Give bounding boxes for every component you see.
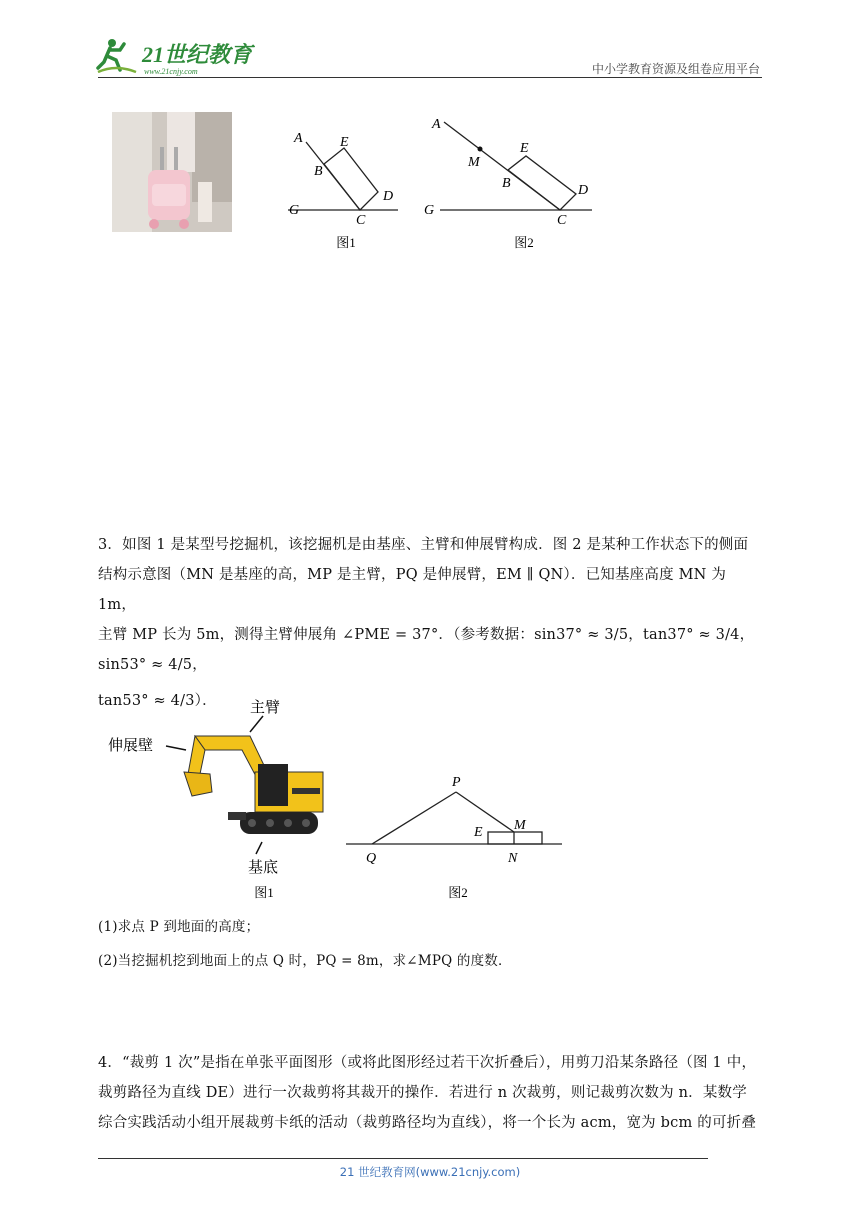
figure-2-geometry [420, 110, 600, 255]
q3-sub-2: (2)当挖掘机挖到地面上的点 Q 时，PQ = 8m，求∠MPQ 的度数． [98, 953, 512, 969]
question-3-subparts [98, 912, 764, 976]
label-C: C [557, 213, 567, 228]
label-N: N [508, 851, 518, 866]
fig2-caption: 图2 [514, 235, 534, 250]
q3-line-3: 主臂 MP 长为 5m，测得主臂伸展角 ∠PME = 37°．（参考数据：sin37° ≈ 3/5，tan37° ≈ 3/4，sin53° ≈ 4/5， [98, 627, 755, 673]
label-D: D [578, 183, 589, 198]
q4-line-1: 4．“裁剪 1 次”是指在单张平面图形（或将此图形经过若干次折叠后），用剪刀沿某条路径（图 1 中， [98, 1055, 757, 1071]
photo-rolling-backpack [112, 112, 232, 232]
label-extension-arm: 伸展壁 [108, 738, 154, 754]
footer-divider [98, 1158, 708, 1159]
label-D: D [383, 189, 394, 204]
header-divider [98, 77, 762, 78]
label-G: G [289, 203, 300, 218]
label-main-arm: 主臂 [250, 700, 281, 716]
q3-line-1: 3．如图 1 是某型号挖掘机，该挖掘机是由基座、主臂和伸展臂构成．图 2 是某种工作状态下的侧面 [98, 537, 749, 553]
figure-excavator-structure [340, 766, 570, 902]
question-4-text [98, 1048, 764, 1138]
label-E: E [340, 135, 349, 150]
runner-logo-icon [98, 39, 136, 72]
label-A: A [432, 117, 441, 132]
q3-sub-1: (1)求点 P 到地面的高度； [98, 919, 260, 935]
label-E: E [520, 141, 529, 156]
excavator-fig2-caption: 图2 [448, 885, 468, 900]
label-Q: Q [366, 851, 377, 866]
label-B: B [502, 176, 511, 191]
question-3-text [98, 530, 764, 716]
logo-url: www.21cnjy.com [144, 67, 198, 76]
label-C: C [356, 213, 366, 228]
q3-line-2: 结构示意图（MN 是基座的高，MP 是主臂，PQ 是伸展臂，EM ∥ QN）．已知基座高度 MN 为1m， [98, 567, 727, 613]
label-M: M [468, 155, 480, 170]
figure-excavator [100, 692, 340, 902]
q4-line-3: 综合实践活动小组开展裁剪卡纸的活动（裁剪路径均为直线），将一个长为 acm，宽为 bcm 的可折叠 [98, 1115, 757, 1131]
label-B: B [314, 164, 323, 179]
label-G: G [424, 203, 435, 218]
label-A: A [294, 131, 303, 146]
q4-line-2: 裁剪路径为直线 DE）进行一次裁剪将其裁开的操作．若进行 n 次裁剪，则记裁剪次数为 n．某数学 [98, 1085, 747, 1101]
label-E: E [474, 825, 483, 840]
footer-text[interactable]: 21 世纪教育网(www.21cnjy.com) [339, 1165, 521, 1179]
excavator-fig1-caption: 图1 [254, 885, 274, 900]
q3-line-4: tan53° ≈ 4/3）． [98, 693, 217, 709]
label-base: 基底 [248, 860, 279, 876]
label-M: M [514, 818, 526, 833]
fig1-caption: 图1 [336, 235, 356, 250]
header-platform-text: 中小学教育资源及组卷应用平台 [591, 62, 760, 76]
figure-1-geometry [280, 120, 410, 255]
label-P: P [452, 775, 461, 790]
site-logo [96, 34, 266, 78]
logo-text: 21世纪教育 [142, 42, 253, 67]
